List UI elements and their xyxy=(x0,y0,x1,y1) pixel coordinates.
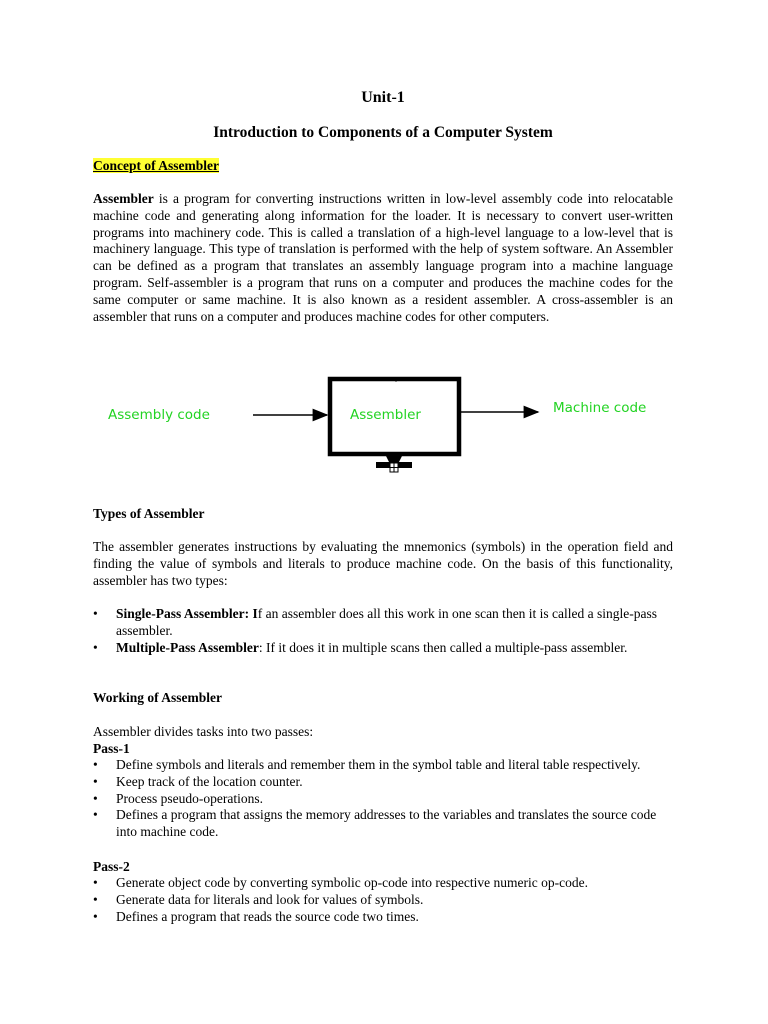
intro-text: is a program for converting instructions written in low-level assembly code into relocatable machine code and generating along information for the loader. It is necessary to convert user-written programs into machinery code. This is called a translation of a high-level language to a low-level that is machinery language. This type of translation is performed with the help of system software. An Assembler can be defined as a program that translates an assembly language program into a machine language program. Self-assembler is a program that runs on a computer and produces the machine codes for the same computer or same machine. It is also known as a resident assembler. A cross-assembler is an assembler that runs on a computer and produces machine codes for other computers. xyxy=(93,191,673,324)
assembly-code-label: Assembly code xyxy=(108,407,210,423)
bullet: • xyxy=(93,908,98,924)
monitor-neck xyxy=(385,454,403,462)
item-text: Defines a program that assigns the memory addresses to the variables and translates the source code into machine code. xyxy=(116,807,657,840)
item-text: Keep track of the location counter. xyxy=(116,773,303,789)
list-item xyxy=(93,606,673,640)
concept-heading xyxy=(93,157,219,174)
bullet: • xyxy=(93,807,98,823)
pass1-label: Pass-1 xyxy=(93,741,130,756)
item-text: : If it does it in multiple scans then called a multiple-pass assembler. xyxy=(258,639,628,655)
unit-title: Unit-1 xyxy=(361,89,405,106)
item-text: Defines a program that reads the source code two times. xyxy=(116,908,419,924)
list-item xyxy=(93,909,673,926)
list-item xyxy=(93,640,673,657)
main-title: Introduction to Components of a Computer System xyxy=(213,124,553,141)
item-text: Generate data for literals and look for values of symbols. xyxy=(116,891,424,907)
pass2-list xyxy=(93,875,673,925)
concept-heading-text: Concept of Assembler xyxy=(93,158,219,173)
intro-paragraph xyxy=(93,191,673,325)
bullet: • xyxy=(93,875,98,890)
working-intro: Assembler divides tasks into two passes: xyxy=(93,724,314,739)
assembler-diagram xyxy=(93,370,673,480)
bullet: • xyxy=(93,773,98,789)
item-term: Single-Pass Assembler: I xyxy=(116,606,258,621)
list-item xyxy=(93,791,673,808)
list-item xyxy=(93,774,673,791)
item-text: Define symbols and literals and remember them in the symbol table and literal table respectively. xyxy=(116,757,641,772)
working-heading: Working of Assembler xyxy=(93,690,223,705)
assembler-label: Assembler xyxy=(350,407,421,423)
assembler-diagram-graphic xyxy=(93,370,673,480)
item-text: f an assembler does all this work in one scan then it is called a single-pass assembler. xyxy=(116,606,658,638)
pass2-label: Pass-2 xyxy=(93,859,130,874)
types-heading: Types of Assembler xyxy=(93,506,205,521)
list-item xyxy=(93,875,673,892)
types-list xyxy=(93,606,673,656)
list-item xyxy=(93,757,673,774)
item-text: Process pseudo-operations. xyxy=(116,790,263,806)
list-item xyxy=(93,807,673,841)
bullet: • xyxy=(93,891,98,907)
intro-term: Assembler xyxy=(93,191,154,206)
bullet: • xyxy=(93,790,98,806)
bullet: • xyxy=(93,606,98,621)
item-term: Multiple-Pass Assembler xyxy=(116,639,259,655)
bullet: • xyxy=(93,639,98,655)
machine-code-label: Machine code xyxy=(553,400,647,416)
pass1-list xyxy=(93,757,673,841)
types-paragraph: The assembler generates instructions by evaluating the mnemonics (symbols) in the operation field and finding the value of symbols and literals to produce machine code. On the basis of this functionality, assembler has two types: xyxy=(93,539,673,588)
item-text: Generate object code by converting symbolic op-code into respective numeric op-code. xyxy=(116,875,588,890)
bullet: • xyxy=(93,757,98,772)
list-item xyxy=(93,892,673,909)
